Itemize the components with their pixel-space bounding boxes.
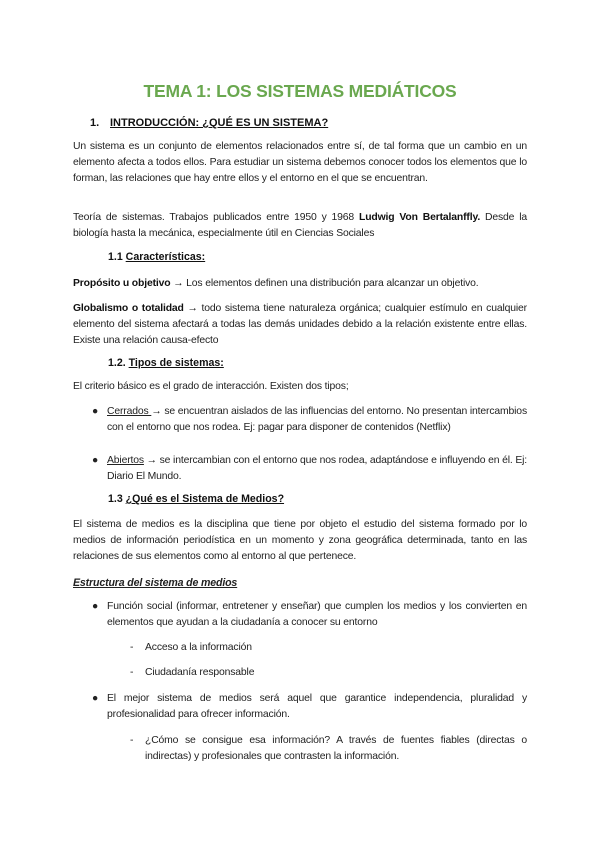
paragraph-theory (73, 210, 527, 242)
paragraph-purpose (73, 276, 527, 292)
structure-heading (73, 575, 527, 591)
list-item-open (92, 453, 528, 485)
text: Desde la biología hasta la mecánica, especialmente útil en Ciencias Sociales (73, 212, 527, 239)
text: → Los elementos definen una distribución para alcanzar un objetivo. (170, 278, 479, 289)
text: Función social (informar, entretener y enseñar) que cumplen los medios y los convierten en elementos que ayudan a la ciudadanía a conocer su entorno (107, 601, 527, 628)
dash-icon: - (130, 735, 134, 746)
dash-icon: - (130, 667, 134, 678)
paragraph-definition: Un sistema es un conjunto de elementos relacionados entre sí, de tal forma que un cambio en un elemento afecta a todos ellos. Para estudiar un sistema debemos conocer todos los elementos que lo forman, las relaciones que hay entre ellos y el entorno en el que se encuentran. (73, 141, 527, 184)
paragraph-criteria: El criterio básico es el grado de interacción. Existen dos tipos; (73, 381, 349, 392)
term: Globalismo o totalidad (73, 303, 184, 314)
sub-list-item (130, 733, 527, 765)
sub-list-item (130, 640, 527, 656)
bullet-icon: ● (92, 601, 99, 612)
section-number: 1. (90, 117, 100, 129)
bullet-icon: ● (92, 455, 99, 466)
text: ¿Cómo se consigue esa información? A través de fuentes fiables (directas o indirectas) y profesionales que contrasten la información. (145, 735, 527, 762)
text: → se intercambian con el entorno que nos rodea, adaptándose e influyendo en él. Ej: Diario El Mundo. (107, 455, 528, 482)
term: Cerrados (107, 406, 152, 417)
paragraph-media-system: El sistema de medios es la disciplina que tiene por objeto el estudio del sistema formado por lo medios de información periodística en un momento y zona geográfica determinada, tanto en las relaciones de sus elementos como al entorno al que pertenece. (73, 519, 527, 562)
dash-icon: - (130, 642, 134, 653)
term: Abiertos (107, 455, 144, 466)
list-item (92, 691, 527, 723)
text: Ciudadanía responsable (145, 667, 255, 678)
text: → todo sistema tiene naturaleza orgánica; cualquier estímulo en cualquier elemento del sistema afectará a todas las demás unidades debido a la relación existente entre ellas. Existe una relación causa-efecto (73, 303, 527, 346)
paragraph-globalism (73, 301, 527, 349)
author-name: Ludwig Von Bertalanffly. (359, 212, 481, 223)
text: Acceso a la información (145, 642, 252, 653)
text: El mejor sistema de medios será aquel que garantice independencia, pluralidad y profesionalidad para ofrecer información. (107, 693, 527, 720)
list-item-closed (92, 404, 527, 436)
text: → se encuentran aislados de las influencias del entorno. No presentan intercambios con el entorno que nos rodea. Ej: pagar para disponer de contenidos (Netflix) (107, 406, 527, 433)
text: Teoría de sistemas. Trabajos publicados entre 1950 y 1968 (73, 212, 359, 223)
subsection-title: Características: (125, 251, 206, 263)
subsection-number: 1.1 (108, 251, 126, 263)
section-title: INTRODUCCIÓN: ¿QUÉ ES UN SISTEMA? (110, 117, 329, 129)
bullet-icon: ● (92, 693, 99, 704)
sub-list-item (130, 665, 527, 681)
subsection-title: ¿Qué es el Sistema de Medios? (125, 493, 285, 505)
structure-heading-text: Estructura del sistema de medios (73, 577, 238, 589)
term: Propósito u objetivo (73, 278, 171, 289)
document-title: TEMA 1: LOS SISTEMAS MEDIÁTICOS (143, 81, 457, 101)
section-heading-1 (90, 117, 328, 129)
subsection-number: 1.3 (108, 493, 126, 505)
subsection-number: 1.2. (108, 357, 129, 369)
bullet-icon: ● (92, 406, 99, 417)
list-item (92, 599, 527, 631)
subsection-title: Tipos de sistemas: (128, 357, 224, 369)
subsection-heading-1-3 (108, 493, 284, 505)
subsection-heading-1-2 (108, 357, 224, 369)
subsection-heading-1-1 (108, 251, 205, 263)
